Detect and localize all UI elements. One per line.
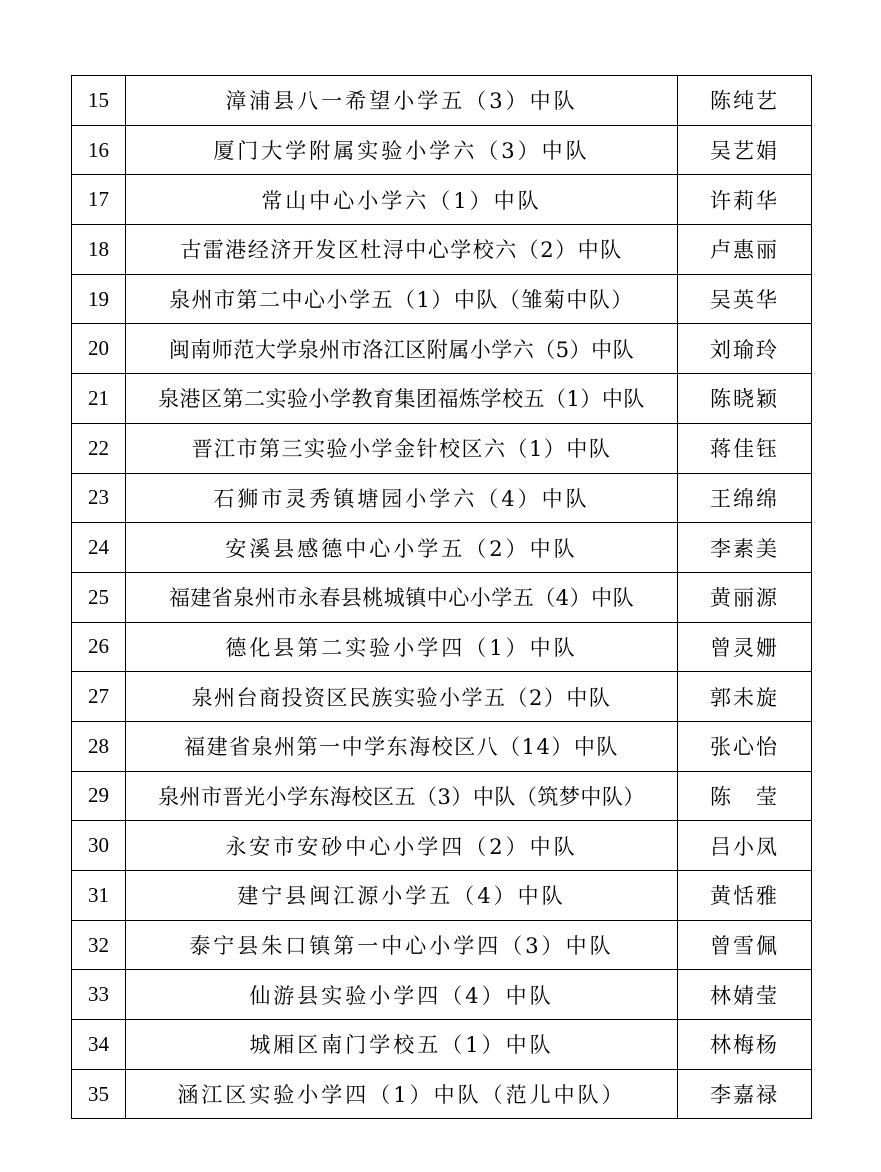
person-name: 郭未旋	[678, 672, 812, 722]
row-number: 16	[72, 125, 126, 175]
person-name: 曾雪佩	[678, 920, 812, 970]
table-row	[72, 920, 812, 970]
unit-name: 德化县第二实验小学四（1）中队	[126, 622, 678, 672]
table-row	[72, 622, 812, 672]
unit-name: 福建省泉州第一中学东海校区八（14）中队	[126, 721, 678, 771]
row-number: 23	[72, 473, 126, 523]
row-number: 26	[72, 622, 126, 672]
person-name: 王绵绵	[678, 473, 812, 523]
document-page	[71, 75, 811, 1119]
unit-name: 安溪县感德中心小学五（2）中队	[126, 523, 678, 573]
person-name: 吴英华	[678, 274, 812, 324]
row-number: 17	[72, 175, 126, 225]
row-number: 20	[72, 324, 126, 374]
row-number: 31	[72, 871, 126, 921]
unit-name: 永安市安砂中心小学四（2）中队	[126, 821, 678, 871]
person-name: 吴艺娟	[678, 125, 812, 175]
table-row	[72, 76, 812, 126]
unit-name: 漳浦县八一希望小学五（3）中队	[126, 76, 678, 126]
person-name: 李素美	[678, 523, 812, 573]
row-number: 25	[72, 572, 126, 622]
row-number: 28	[72, 721, 126, 771]
table-row	[72, 1020, 812, 1070]
person-name: 刘瑜玲	[678, 324, 812, 374]
person-name: 卢惠丽	[678, 225, 812, 275]
table-row	[72, 572, 812, 622]
row-number: 22	[72, 423, 126, 473]
unit-name: 泉州台商投资区民族实验小学五（2）中队	[126, 672, 678, 722]
unit-name: 闽南师范大学泉州市洛江区附属小学六（5）中队	[126, 324, 678, 374]
table-row	[72, 721, 812, 771]
table-row	[72, 324, 812, 374]
unit-name: 石狮市灵秀镇塘园小学六（4）中队	[126, 473, 678, 523]
table-row	[72, 423, 812, 473]
table-row	[72, 125, 812, 175]
table-row	[72, 672, 812, 722]
unit-name: 福建省泉州市永春县桃城镇中心小学五（4）中队	[126, 572, 678, 622]
unit-name: 涵江区实验小学四（1）中队（范儿中队）	[126, 1069, 678, 1119]
person-name: 黄恬雅	[678, 871, 812, 921]
row-number: 18	[72, 225, 126, 275]
person-name: 陈晓颖	[678, 374, 812, 424]
row-number: 21	[72, 374, 126, 424]
row-number: 35	[72, 1069, 126, 1119]
person-name: 黄丽源	[678, 572, 812, 622]
table-row	[72, 473, 812, 523]
row-number: 33	[72, 970, 126, 1020]
row-number: 27	[72, 672, 126, 722]
unit-name: 仙游县实验小学四（4）中队	[126, 970, 678, 1020]
person-name: 陈 莹	[678, 771, 812, 821]
table-row	[72, 821, 812, 871]
table-row	[72, 523, 812, 573]
table-row	[72, 871, 812, 921]
person-name: 张心怡	[678, 721, 812, 771]
row-number: 32	[72, 920, 126, 970]
unit-name: 厦门大学附属实验小学六（3）中队	[126, 125, 678, 175]
unit-name: 泉港区第二实验小学教育集团福炼学校五（1）中队	[126, 374, 678, 424]
person-name: 林梅杨	[678, 1020, 812, 1070]
row-number: 15	[72, 76, 126, 126]
unit-name: 晋江市第三实验小学金针校区六（1）中队	[126, 423, 678, 473]
row-number: 30	[72, 821, 126, 871]
unit-name: 建宁县闽江源小学五（4）中队	[126, 871, 678, 921]
table-row	[72, 970, 812, 1020]
roster-table	[71, 75, 812, 1119]
table-row	[72, 225, 812, 275]
unit-name: 常山中心小学六（1）中队	[126, 175, 678, 225]
table-row	[72, 374, 812, 424]
unit-name: 泉州市第二中心小学五（1）中队（雏菊中队）	[126, 274, 678, 324]
row-number: 29	[72, 771, 126, 821]
person-name: 蒋佳钰	[678, 423, 812, 473]
unit-name: 泰宁县朱口镇第一中心小学四（3）中队	[126, 920, 678, 970]
table-row	[72, 175, 812, 225]
unit-name: 城厢区南门学校五（1）中队	[126, 1020, 678, 1070]
unit-name: 古雷港经济开发区杜浔中心学校六（2）中队	[126, 225, 678, 275]
table-row	[72, 771, 812, 821]
person-name: 许莉华	[678, 175, 812, 225]
row-number: 34	[72, 1020, 126, 1070]
table-row	[72, 1069, 812, 1119]
row-number: 19	[72, 274, 126, 324]
person-name: 吕小凤	[678, 821, 812, 871]
person-name: 李嘉禄	[678, 1069, 812, 1119]
person-name: 曾灵姗	[678, 622, 812, 672]
person-name: 陈纯艺	[678, 76, 812, 126]
person-name: 林婧莹	[678, 970, 812, 1020]
table-row	[72, 274, 812, 324]
row-number: 24	[72, 523, 126, 573]
unit-name: 泉州市晋光小学东海校区五（3）中队（筑梦中队）	[126, 771, 678, 821]
